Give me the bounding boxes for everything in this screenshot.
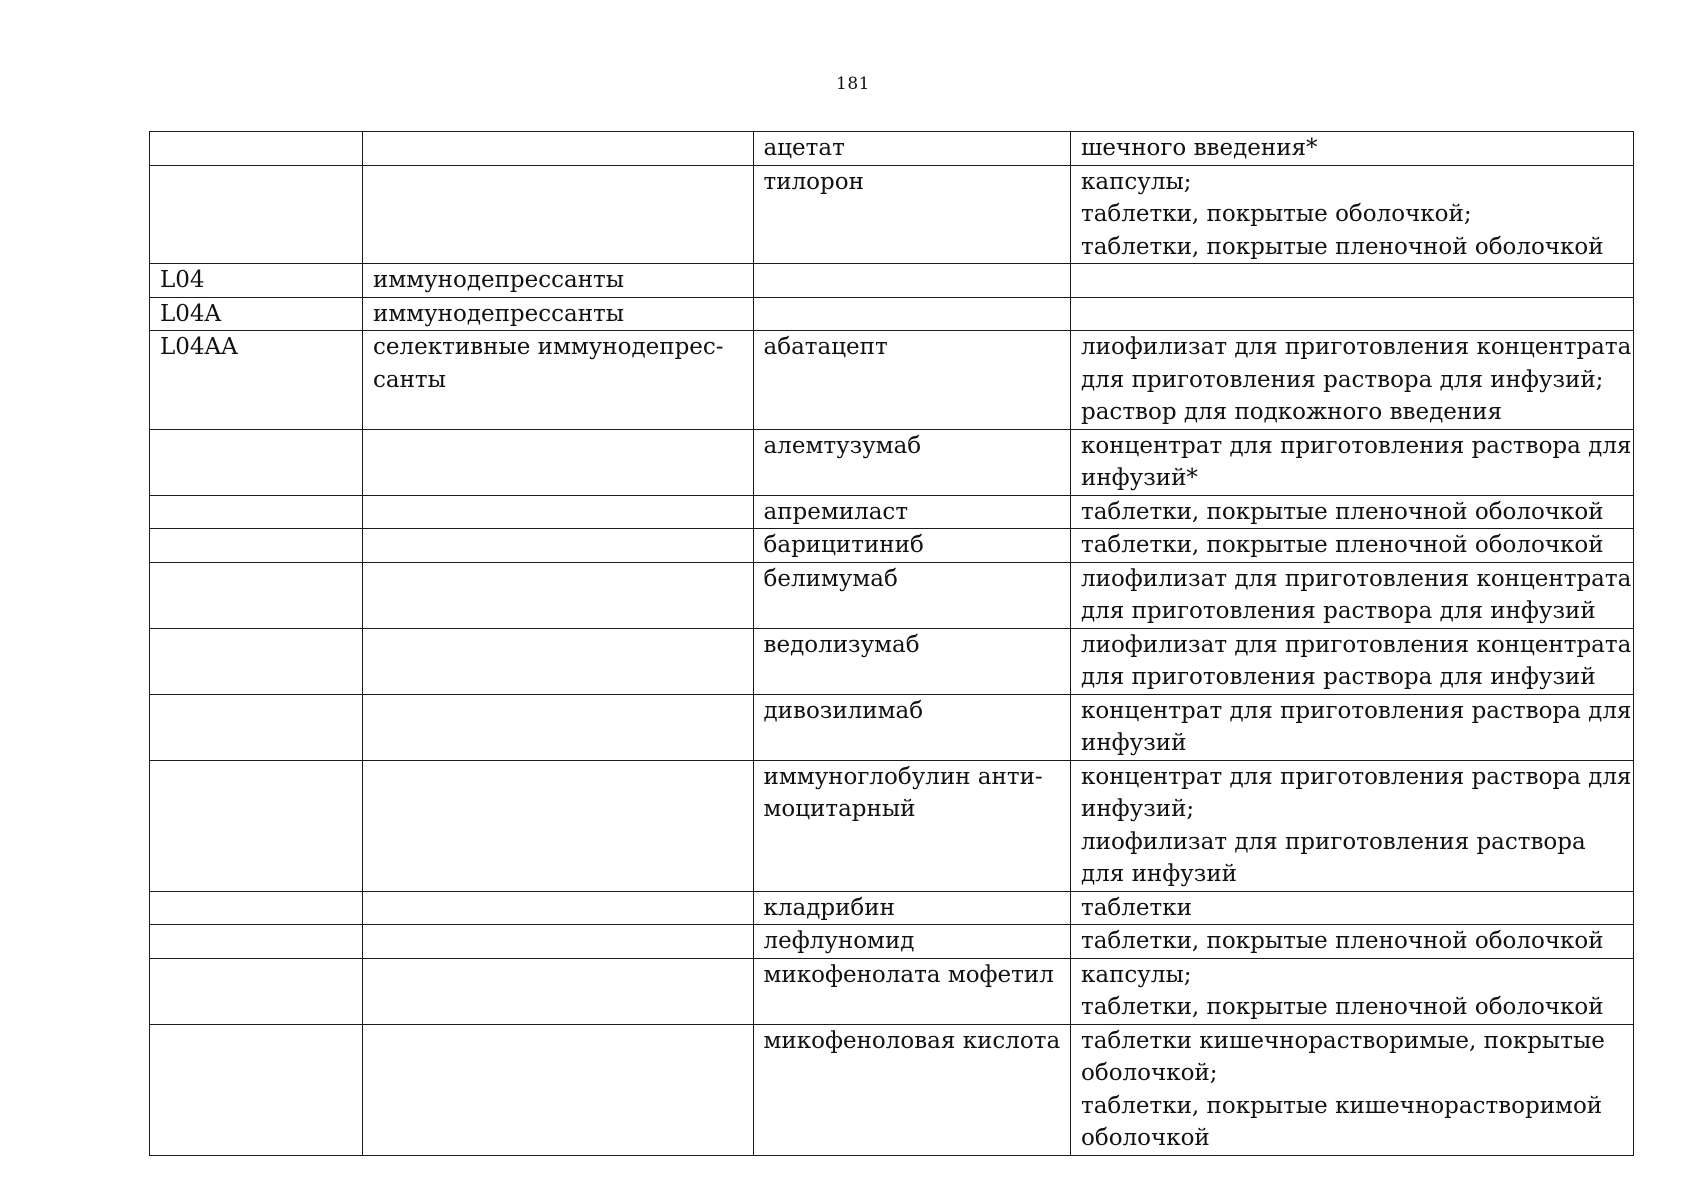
anatomical-group-cell (363, 760, 754, 891)
cell-text-line: апремиласт (763, 498, 909, 525)
cell-text-line: микофенолата мофетил (763, 961, 1054, 988)
drug-name-cell (753, 165, 1070, 264)
cell-text-line: иммунодепрессанты (373, 300, 625, 327)
cell-text-line: ведолизумаб (763, 631, 920, 658)
drug-name-cell (753, 297, 1070, 331)
atc-code-cell (150, 891, 363, 925)
table-row (150, 264, 1634, 298)
dosage-form-cell (1071, 760, 1634, 891)
table-row (150, 628, 1634, 694)
cell-text-line: лиофилизат для приготовления раствора (1081, 828, 1586, 855)
cell-text-line: иммунодепрессанты (373, 267, 625, 293)
cell-text-line: таблетки, покрытые пленочной оболочкой (1081, 994, 1604, 1020)
cell-text-line: барицитиниб (763, 532, 924, 558)
dosage-form-cell (1071, 958, 1634, 1024)
cell-text-line: моцитарный (763, 796, 916, 822)
cell-text-line: кладрибин (763, 894, 895, 921)
cell-text-line: капсулы; (1081, 168, 1192, 195)
drug-name-cell (753, 562, 1070, 628)
cell-text-line: таблетки, покрытые пленочной оболочкой (1081, 928, 1604, 954)
table-row (150, 562, 1634, 628)
cell-text: L04 (160, 267, 205, 293)
atc-code-cell (150, 264, 363, 298)
atc-code-cell (150, 628, 363, 694)
table-body (150, 132, 1634, 1156)
cell-text: L04AA (160, 334, 238, 360)
anatomical-group-cell (363, 1024, 754, 1155)
cell-text-line: лиофилизат для приготовления концентрата (1081, 631, 1632, 658)
cell-text-line: для инфузий (1081, 861, 1237, 887)
drug-name-cell (753, 529, 1070, 563)
dosage-form-cell (1071, 495, 1634, 529)
cell-text-line: лиофилизат для приготовления концентрата (1081, 334, 1632, 360)
anatomical-group-cell (363, 925, 754, 959)
cell-text-line: капсулы; (1081, 961, 1192, 988)
cell-text-line: концентрат для приготовления раствора для (1081, 697, 1632, 724)
atc-code-cell (150, 331, 363, 430)
dosage-form-cell (1071, 331, 1634, 430)
atc-code-cell (150, 925, 363, 959)
cell-text-line: таблетки, покрытые пленочной оболочкой (1081, 233, 1604, 260)
dosage-form-cell (1071, 1024, 1634, 1155)
anatomical-group-cell (363, 495, 754, 529)
atc-code-cell (150, 562, 363, 628)
atc-code-cell (150, 694, 363, 760)
drug-classification-table (149, 131, 1634, 1156)
drug-name-cell (753, 628, 1070, 694)
anatomical-group-cell (363, 628, 754, 694)
cell-text-line: иммуноглобулин анти- (763, 763, 1043, 790)
cell-text-line: ацетат (763, 135, 845, 161)
cell-text-line: таблетки (1081, 894, 1192, 921)
table-row (150, 429, 1634, 495)
table-row (150, 165, 1634, 264)
atc-code-cell (150, 529, 363, 563)
table-row (150, 891, 1634, 925)
table-row (150, 529, 1634, 563)
table-row (150, 925, 1634, 959)
cell-text-line: раствор для подкожного введения (1081, 399, 1503, 425)
dosage-form-cell (1071, 264, 1634, 298)
anatomical-group-cell (363, 694, 754, 760)
dosage-form-cell (1071, 628, 1634, 694)
atc-code-cell (150, 165, 363, 264)
anatomical-group-cell (363, 562, 754, 628)
anatomical-group-cell (363, 165, 754, 264)
cell-text-line: санты (373, 366, 446, 393)
anatomical-group-cell (363, 891, 754, 925)
anatomical-group-cell (363, 331, 754, 430)
dosage-form-cell (1071, 562, 1634, 628)
dosage-form-cell (1071, 297, 1634, 331)
cell-text-line: микофеноловая кислота (763, 1027, 1061, 1054)
cell-text-line: концентрат для приготовления раствора для (1081, 432, 1632, 459)
table-row (150, 694, 1634, 760)
cell-text-line: алемтузумаб (763, 432, 922, 459)
cell-text-line: инфузий (1081, 730, 1187, 756)
cell-text-line: абатацепт (763, 334, 888, 360)
drug-name-cell (753, 925, 1070, 959)
dosage-form-cell (1071, 529, 1634, 563)
cell-text-line: таблетки кишечнорастворимые, покрытые (1081, 1027, 1605, 1054)
cell-text-line: белимумаб (763, 565, 898, 592)
atc-code-cell (150, 1024, 363, 1155)
anatomical-group-cell (363, 264, 754, 298)
dosage-form-cell (1071, 165, 1634, 264)
atc-code-cell (150, 495, 363, 529)
cell-text-line: селективные иммунодепрес- (373, 334, 724, 360)
drug-name-cell (753, 495, 1070, 529)
atc-code-cell (150, 132, 363, 166)
dosage-form-cell (1071, 891, 1634, 925)
atc-code-cell (150, 429, 363, 495)
atc-code-cell (150, 297, 363, 331)
drug-name-cell (753, 958, 1070, 1024)
table-row (150, 958, 1634, 1024)
cell-text-line: оболочкой (1081, 1125, 1210, 1151)
table-row (150, 1024, 1634, 1155)
table-row (150, 297, 1634, 331)
table-row (150, 132, 1634, 166)
anatomical-group-cell (363, 958, 754, 1024)
table-row (150, 495, 1634, 529)
anatomical-group-cell (363, 132, 754, 166)
cell-text-line: для приготовления раствора для инфузий; (1081, 366, 1604, 393)
cell-text-line: таблетки, покрытые кишечнорастворимой (1081, 1092, 1603, 1119)
cell-text-line: инфузий* (1081, 465, 1198, 491)
drug-name-cell (753, 264, 1070, 298)
drug-name-cell (753, 429, 1070, 495)
atc-code-cell (150, 958, 363, 1024)
drug-name-cell (753, 331, 1070, 430)
atc-code-cell (150, 760, 363, 891)
table-row (150, 331, 1634, 430)
anatomical-group-cell (363, 529, 754, 563)
cell-text-line: для приготовления раствора для инфузий (1081, 598, 1596, 624)
dosage-form-cell (1071, 429, 1634, 495)
cell-text-line: инфузий; (1081, 796, 1195, 822)
drug-name-cell (753, 891, 1070, 925)
cell-text-line: лиофилизат для приготовления концентрата (1081, 565, 1632, 592)
cell-text-line: таблетки, покрытые пленочной оболочкой (1081, 532, 1604, 558)
cell-text-line: тилорон (763, 168, 864, 195)
cell-text-line: таблетки, покрытые оболочкой; (1081, 201, 1472, 227)
cell-text-line: концентрат для приготовления раствора для (1081, 763, 1632, 790)
cell-text-line: для приготовления раствора для инфузий (1081, 664, 1596, 690)
cell-text-line: шечного введения* (1081, 135, 1318, 161)
cell-text-line: оболочкой; (1081, 1060, 1218, 1086)
drug-name-cell (753, 760, 1070, 891)
cell-text-line: лефлуномид (763, 928, 915, 954)
cell-text-line: таблетки, покрытые пленочной оболочкой (1081, 498, 1604, 525)
anatomical-group-cell (363, 429, 754, 495)
drug-name-cell (753, 1024, 1070, 1155)
page-number: 181 (836, 74, 870, 94)
dosage-form-cell (1071, 694, 1634, 760)
cell-text-line: дивозилимаб (763, 697, 924, 724)
drug-name-cell (753, 694, 1070, 760)
table-row (150, 760, 1634, 891)
drug-name-cell (753, 132, 1070, 166)
anatomical-group-cell (363, 297, 754, 331)
dosage-form-cell (1071, 132, 1634, 166)
cell-text: L04A (160, 300, 222, 327)
dosage-form-cell (1071, 925, 1634, 959)
